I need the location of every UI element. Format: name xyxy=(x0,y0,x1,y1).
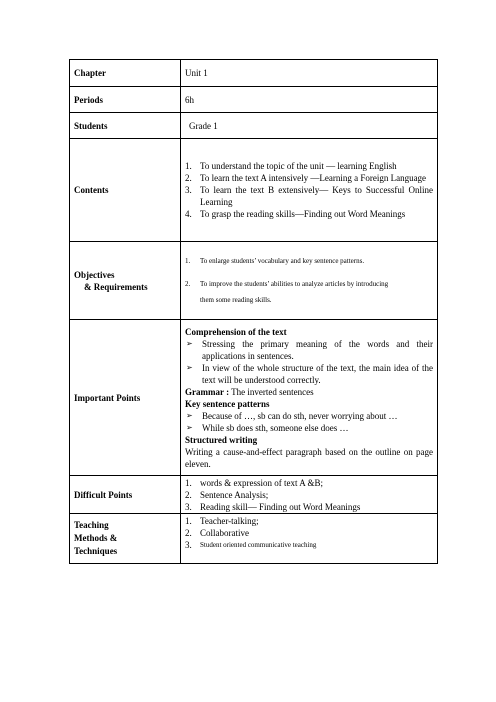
structured-writing-heading: Structured writing xyxy=(185,434,258,445)
list-item-text: words & expression of text A &B; xyxy=(200,477,323,488)
row-teaching-methods xyxy=(70,514,438,564)
list-item-number: 1. xyxy=(185,256,191,265)
list-item-number: 1. xyxy=(185,161,192,171)
list-item-text: Stressing the primary meaning of the words and their applications in sentences. xyxy=(202,338,433,361)
important-points-label: Important Points xyxy=(70,320,181,476)
difficult-points-value xyxy=(181,476,438,514)
grammar-line xyxy=(185,386,433,398)
objectives-value xyxy=(181,242,438,320)
list-item-text: Teacher-talking; xyxy=(200,516,259,526)
list-item xyxy=(185,539,433,551)
list-item-text: To enlarge students’ vocabulary and key sentence patterns. xyxy=(200,256,365,265)
list-item-text: Collaborative xyxy=(200,528,249,538)
arrowhead-bullet-icon: ➢ xyxy=(186,362,193,372)
teaching-label-line3: Techniques xyxy=(74,546,118,556)
list-item xyxy=(185,275,433,294)
list-item-text: To learn the text A intensively —Learning a Foreign Language xyxy=(200,173,427,183)
list-item-text: Student oriented communicative teaching xyxy=(200,541,317,549)
list-item-text: Reading skill— Finding out Word Meanings xyxy=(200,501,361,512)
students-value xyxy=(181,113,438,139)
arrowhead-bullet-icon: ➢ xyxy=(186,338,193,348)
difficult-points-list xyxy=(185,477,433,513)
list-item xyxy=(185,208,433,220)
list-item-text: Sentence Analysis; xyxy=(200,489,269,500)
list-item xyxy=(185,515,433,527)
students-value-text: Grade 1 xyxy=(189,120,218,131)
teaching-methods-label xyxy=(70,514,181,564)
list-item xyxy=(185,172,433,184)
list-item xyxy=(185,422,433,434)
students-label: Students xyxy=(70,113,181,139)
teaching-label-line2: Methods & xyxy=(74,533,118,543)
list-item xyxy=(185,501,433,513)
periods-value: 6h xyxy=(181,87,438,113)
list-item xyxy=(185,160,433,172)
arrowhead-bullet-icon: ➢ xyxy=(186,410,193,420)
list-item-number: 2. xyxy=(185,279,191,288)
row-difficult-points xyxy=(70,476,438,514)
row-students xyxy=(70,113,438,139)
list-item-text: To grasp the reading skills—Finding out Word Meanings xyxy=(200,209,406,219)
objectives-continuation: them some reading skills. xyxy=(200,295,272,304)
periods-label: Periods xyxy=(70,87,181,113)
grammar-text: The inverted sentences xyxy=(229,386,314,397)
list-item xyxy=(185,527,433,539)
row-periods xyxy=(70,87,438,113)
contents-label: Contents xyxy=(70,139,181,242)
comprehension-heading: Comprehension of the text xyxy=(185,326,287,337)
list-item-number: 2. xyxy=(185,173,192,183)
list-item-text: In view of the whole structure of the text, the main idea of the text will be understood correctly. xyxy=(202,362,433,385)
list-item-number: 3. xyxy=(185,185,192,195)
list-item-text: To understand the topic of the unit — learning English xyxy=(200,161,397,171)
row-objectives xyxy=(70,242,438,320)
list-item-number: 3. xyxy=(185,540,192,550)
list-item xyxy=(185,256,433,266)
objectives-label xyxy=(70,242,181,320)
key-sentence-heading: Key sentence patterns xyxy=(185,398,270,409)
list-item xyxy=(185,338,433,362)
list-item-number: 3. xyxy=(185,501,192,512)
list-item-number: 2. xyxy=(185,489,192,500)
list-item xyxy=(185,477,433,489)
list-item-number: 4. xyxy=(185,209,192,219)
list-item-text: While sb does sth, someone else does … xyxy=(202,422,349,433)
chapter-label: Chapter xyxy=(70,60,181,87)
teaching-methods-list xyxy=(185,515,433,551)
lesson-plan-table xyxy=(69,59,438,564)
teaching-label-line1: Teaching xyxy=(74,520,109,530)
list-item-text: To improve the students’ abilities to analyze articles by introducing xyxy=(200,279,389,288)
chapter-value: Unit 1 xyxy=(181,60,438,87)
teaching-methods-value xyxy=(181,514,438,564)
important-points-value xyxy=(181,320,438,476)
list-item-number: 1. xyxy=(185,516,192,526)
list-item-number: 1. xyxy=(185,477,192,488)
list-item-number: 2. xyxy=(185,528,192,538)
row-chapter xyxy=(70,60,438,87)
comprehension-list xyxy=(185,338,433,386)
objectives-label-line2: & Requirements xyxy=(84,281,148,292)
structured-writing-text: Writing a cause-and-effect paragraph based on the outline on page eleven. xyxy=(185,446,433,469)
row-important-points xyxy=(70,320,438,476)
difficult-points-label: Difficult Points xyxy=(70,476,181,514)
list-item xyxy=(185,184,433,208)
arrowhead-bullet-icon: ➢ xyxy=(186,422,193,432)
grammar-label: Grammar : xyxy=(185,386,230,397)
key-sentence-list xyxy=(185,410,433,434)
list-item xyxy=(185,489,433,501)
list-item-text: To learn the text B extensively— Keys to Successful Online Learning xyxy=(200,185,433,207)
contents-list xyxy=(185,160,433,220)
row-contents xyxy=(70,139,438,242)
list-item xyxy=(185,362,433,386)
list-item xyxy=(185,410,433,422)
contents-value xyxy=(181,139,438,242)
objectives-label-line1: Objectives xyxy=(74,269,115,280)
list-item-text: Because of …, sb can do sth, never worrying about … xyxy=(202,410,398,421)
objectives-list xyxy=(185,256,433,294)
